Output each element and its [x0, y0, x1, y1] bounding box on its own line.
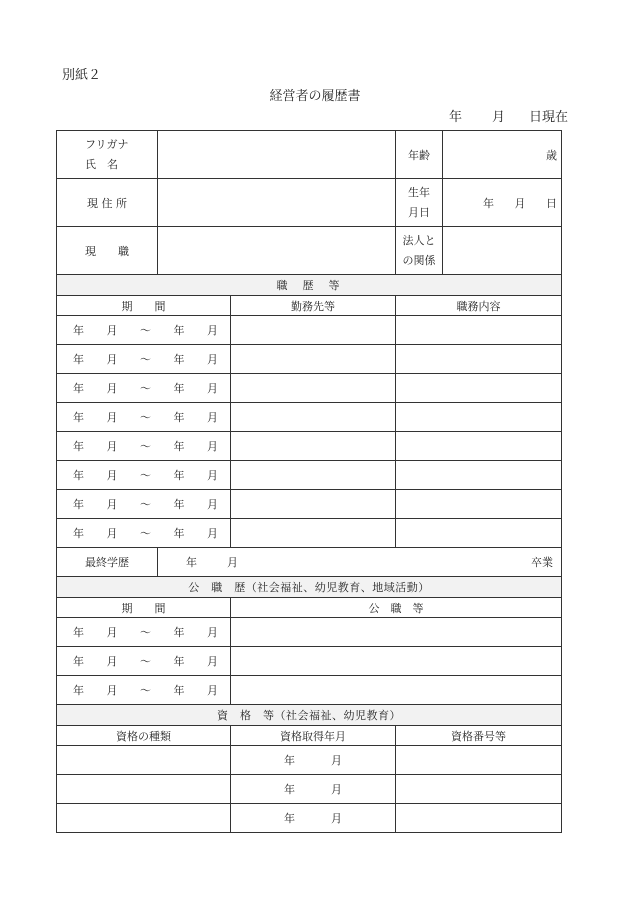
public-position-cell[interactable]	[231, 647, 562, 676]
career-period-m1: 月	[106, 411, 118, 424]
public-period-tilde: ～	[140, 626, 151, 639]
public-career-section-title: 公 職 歴（社会福祉、幼児教育、地域活動）	[57, 577, 562, 598]
career-section-row	[57, 275, 562, 296]
career-duties-cell[interactable]	[396, 345, 562, 374]
relation-label-cell	[396, 227, 443, 275]
career-period-y2: 年	[173, 440, 185, 453]
qualifications-section-title: 資 格 等（社会福祉、幼児教育）	[57, 705, 562, 726]
public-period-y1: 年	[73, 626, 84, 639]
qualification-row	[57, 775, 562, 804]
career-period-tilde: ～	[140, 382, 151, 395]
career-period-y1: 年	[73, 324, 84, 337]
birth-day-unit: 日	[546, 196, 557, 210]
career-rows	[57, 316, 562, 548]
career-period-tilde: ～	[140, 324, 151, 337]
qualification-type-cell[interactable]	[57, 746, 231, 775]
career-period-cell[interactable]	[57, 345, 231, 374]
career-period-m1: 月	[106, 469, 118, 482]
public-period-m1: 月	[106, 655, 118, 668]
public-period-y2: 年	[173, 655, 185, 668]
career-period-cell[interactable]	[57, 461, 231, 490]
education-value-cell[interactable]	[158, 548, 562, 577]
career-period-m1: 月	[106, 498, 118, 511]
career-period-y1: 年	[73, 527, 84, 540]
birth-label-line1: 生年	[408, 185, 430, 199]
public-period-cell[interactable]	[57, 618, 231, 647]
name-label-cell	[57, 131, 158, 179]
career-period-cell[interactable]	[57, 519, 231, 548]
career-period-m1: 月	[106, 527, 118, 540]
public-period-y2: 年	[173, 626, 185, 639]
career-period-m2: 月	[207, 353, 218, 366]
education-graduated-label: 卒業	[531, 556, 553, 569]
date-year-label: 年	[448, 110, 462, 125]
qualification-type-cell[interactable]	[57, 804, 231, 833]
furigana-label: フリガナ	[85, 137, 129, 151]
public-period-m1: 月	[106, 684, 118, 697]
career-period-tilde: ～	[140, 527, 151, 540]
career-duties-header: 職務内容	[396, 296, 562, 316]
career-period-m2: 月	[207, 440, 218, 453]
education-row	[57, 548, 562, 577]
career-period-cell[interactable]	[57, 316, 231, 345]
career-period-y1: 年	[73, 411, 84, 424]
qualification-type-header: 資格の種類	[57, 726, 231, 746]
career-period-y1: 年	[73, 498, 84, 511]
public-period-m2: 月	[207, 655, 218, 668]
address-label: 現 住 所	[57, 179, 158, 227]
career-period-y1: 年	[73, 353, 84, 366]
qualification-date-year: 年	[284, 783, 295, 796]
career-employer-cell[interactable]	[231, 403, 396, 432]
education-label: 最終学歴	[57, 548, 158, 577]
career-row	[57, 345, 562, 374]
date-day-label: 日現在	[528, 110, 568, 125]
qualification-date-month: 月	[331, 812, 342, 825]
public-period-tilde: ～	[140, 655, 151, 668]
career-period-m2: 月	[207, 411, 218, 424]
public-period-cell[interactable]	[57, 676, 231, 705]
career-period-m1: 月	[106, 324, 118, 337]
career-period-m2: 月	[207, 469, 218, 482]
career-duties-cell[interactable]	[396, 461, 562, 490]
public-period-y1: 年	[73, 684, 84, 697]
career-employer-cell[interactable]	[231, 461, 396, 490]
career-employer-cell[interactable]	[231, 374, 396, 403]
public-period-y1: 年	[73, 655, 84, 668]
address-input-cell[interactable]	[158, 179, 396, 227]
age-value-cell[interactable]	[443, 131, 562, 179]
relation-label-line1: 法人と	[402, 233, 436, 247]
career-period-tilde: ～	[140, 469, 151, 482]
qualification-number-cell[interactable]	[396, 804, 562, 833]
career-period-m2: 月	[207, 324, 218, 337]
career-period-tilde: ～	[140, 411, 151, 424]
career-duties-cell[interactable]	[396, 432, 562, 461]
career-period-header: 期 間	[57, 296, 231, 316]
attachment-label: 別紙２	[62, 68, 102, 83]
career-period-tilde: ～	[140, 498, 151, 511]
career-row	[57, 490, 562, 519]
date-as-of-line	[449, 106, 568, 125]
career-section-title: 職 歴 等	[57, 275, 562, 296]
birth-label-cell	[396, 179, 443, 227]
birth-year-unit: 年	[483, 196, 494, 210]
career-duties-cell[interactable]	[396, 490, 562, 519]
document-title: 経営者の履歴書	[269, 89, 361, 104]
career-period-y2: 年	[173, 411, 185, 424]
career-period-m2: 月	[207, 382, 218, 395]
career-employer-header: 勤務先等	[231, 296, 396, 316]
public-period-m2: 月	[207, 626, 218, 639]
career-period-y2: 年	[173, 324, 185, 337]
qualification-date-year: 年	[284, 754, 295, 767]
career-employer-cell[interactable]	[231, 519, 396, 548]
job-row	[57, 227, 562, 275]
age-label: 年齢	[396, 131, 443, 179]
qualification-date-month: 月	[331, 783, 342, 796]
job-input-cell[interactable]	[158, 227, 396, 275]
relation-input-cell[interactable]	[443, 227, 562, 275]
education-month-unit: 月	[227, 556, 238, 569]
public-period-header: 期 間	[57, 598, 231, 618]
public-period-tilde: ～	[140, 684, 151, 697]
qualification-row	[57, 746, 562, 775]
career-period-y2: 年	[173, 353, 185, 366]
career-row	[57, 316, 562, 345]
career-duties-cell[interactable]	[396, 403, 562, 432]
public-period-m2: 月	[207, 684, 218, 697]
career-period-m1: 月	[106, 382, 118, 395]
qualification-date-header: 資格取得年月	[231, 726, 396, 746]
qualification-date-cell[interactable]	[231, 804, 396, 833]
public-position-cell[interactable]	[231, 618, 562, 647]
age-unit: 歳	[546, 148, 557, 162]
career-row	[57, 403, 562, 432]
birth-label-line2: 月日	[408, 205, 430, 219]
career-period-m1: 月	[106, 440, 118, 453]
career-row	[57, 461, 562, 490]
relation-label-line2: の関係	[402, 253, 436, 267]
public-career-rows	[57, 618, 562, 705]
career-period-cell[interactable]	[57, 374, 231, 403]
name-label: 氏 名	[85, 157, 118, 171]
career-period-y2: 年	[173, 469, 185, 482]
qualification-number-cell[interactable]	[396, 746, 562, 775]
qualification-date-cell[interactable]	[231, 775, 396, 804]
career-period-y2: 年	[173, 527, 185, 540]
career-row	[57, 432, 562, 461]
public-career-section-row	[57, 577, 562, 598]
career-row	[57, 519, 562, 548]
public-position-header: 公 職 等	[231, 598, 562, 618]
education-year-unit: 年	[186, 556, 197, 569]
public-period-y2: 年	[173, 684, 185, 697]
date-month-label: 月	[491, 110, 505, 125]
name-row	[57, 131, 562, 179]
career-period-m1: 月	[106, 353, 118, 366]
career-period-cell[interactable]	[57, 403, 231, 432]
career-duties-cell[interactable]	[396, 519, 562, 548]
career-period-y1: 年	[73, 382, 84, 395]
job-label: 現 職	[57, 227, 158, 275]
career-row	[57, 374, 562, 403]
career-period-tilde: ～	[140, 440, 151, 453]
career-employer-cell[interactable]	[231, 316, 396, 345]
qualification-row	[57, 804, 562, 833]
career-period-m2: 月	[207, 527, 218, 540]
public-period-m1: 月	[106, 626, 118, 639]
career-period-cell[interactable]	[57, 432, 231, 461]
career-period-y2: 年	[173, 382, 185, 395]
career-duties-cell[interactable]	[396, 316, 562, 345]
qualifications-header-row	[57, 726, 562, 746]
public-career-row	[57, 676, 562, 705]
qualifications-section-row	[57, 705, 562, 726]
birth-value-cell[interactable]	[443, 179, 562, 227]
address-row	[57, 179, 562, 227]
qualification-date-year: 年	[284, 812, 295, 825]
resume-form-table	[56, 130, 562, 833]
public-career-header-row	[57, 598, 562, 618]
qualification-type-cell[interactable]	[57, 775, 231, 804]
career-header-row	[57, 296, 562, 316]
qualification-date-cell[interactable]	[231, 746, 396, 775]
qualification-date-month: 月	[331, 754, 342, 767]
public-career-row	[57, 647, 562, 676]
career-period-y1: 年	[73, 440, 84, 453]
career-employer-cell[interactable]	[231, 345, 396, 374]
qualification-rows	[57, 746, 562, 833]
career-period-m2: 月	[207, 498, 218, 511]
name-input-cell[interactable]	[158, 131, 396, 179]
career-period-cell[interactable]	[57, 490, 231, 519]
career-duties-cell[interactable]	[396, 374, 562, 403]
birth-month-unit: 月	[514, 196, 526, 210]
qualification-number-header: 資格番号等	[396, 726, 562, 746]
career-period-y1: 年	[73, 469, 84, 482]
career-employer-cell[interactable]	[231, 490, 396, 519]
public-period-cell[interactable]	[57, 647, 231, 676]
public-position-cell[interactable]	[231, 676, 562, 705]
career-period-y2: 年	[173, 498, 185, 511]
career-period-tilde: ～	[140, 353, 151, 366]
qualification-number-cell[interactable]	[396, 775, 562, 804]
public-career-row	[57, 618, 562, 647]
career-employer-cell[interactable]	[231, 432, 396, 461]
